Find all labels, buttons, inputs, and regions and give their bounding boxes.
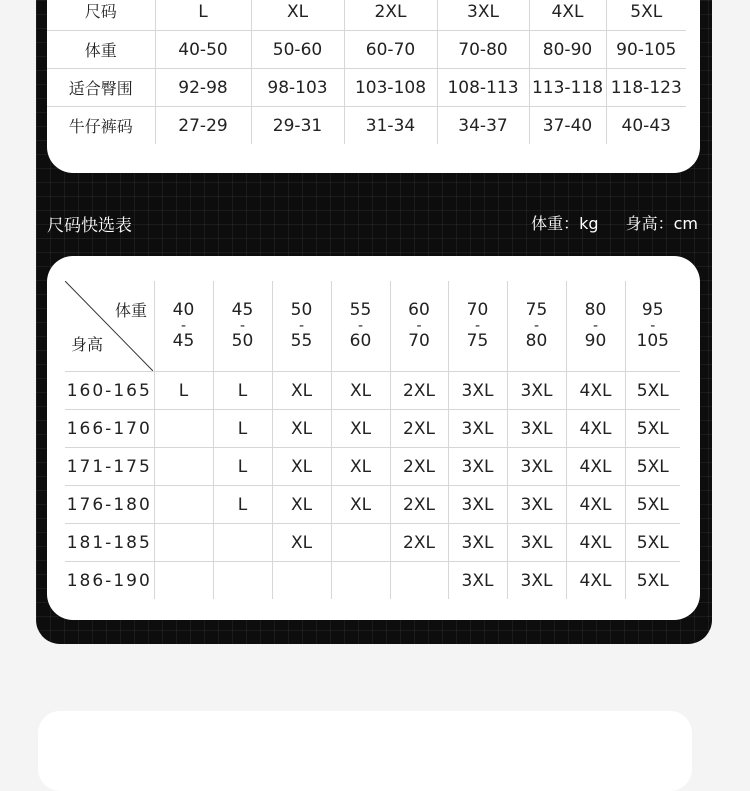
weight-header-row bbox=[65, 281, 680, 372]
size-recommendation-cell: 3XL bbox=[448, 410, 507, 448]
size-recommendation-cell bbox=[213, 524, 272, 562]
weight-max: 70 bbox=[408, 331, 430, 351]
weight-range-header bbox=[154, 281, 213, 372]
size-cell: 113-118 bbox=[529, 69, 606, 107]
size-recommendation-cell: 3XL bbox=[448, 562, 507, 600]
weight-range-header bbox=[566, 281, 625, 372]
size-recommendation-cell: 2XL bbox=[390, 486, 448, 524]
weight-min: 70 bbox=[466, 300, 489, 320]
size-cell: 108-113 bbox=[437, 69, 529, 107]
range-dash: - bbox=[180, 318, 187, 334]
height-row bbox=[65, 372, 680, 410]
size-recommendation-cell: XL bbox=[331, 486, 390, 524]
weight-range-header bbox=[272, 281, 331, 372]
corner-weight-label: 体重 bbox=[114, 301, 147, 320]
size-recommendation-cell: XL bbox=[272, 448, 331, 486]
size-row-label: 适合臀围 bbox=[47, 69, 155, 107]
quick-select-title: 尺码快选表 bbox=[47, 216, 132, 236]
weight-min: 75 bbox=[525, 300, 548, 320]
size-recommendation-cell: 5XL bbox=[636, 570, 669, 591]
weight-max: 60 bbox=[349, 331, 372, 351]
size-recommendation-cell: 4XL bbox=[566, 562, 625, 600]
size-cell: 92-98 bbox=[155, 69, 251, 107]
weight-min: 45 bbox=[231, 300, 254, 320]
size-row-label: 体重 bbox=[47, 31, 155, 69]
size-cell: 80-90 bbox=[529, 31, 606, 69]
size-recommendation-cell: 5XL bbox=[625, 372, 680, 410]
height-range-label: 186-190 bbox=[65, 562, 154, 600]
size-cell: 50-60 bbox=[251, 31, 344, 69]
size-recommendation-cell bbox=[154, 524, 213, 562]
weight-max: 45 bbox=[172, 331, 195, 351]
size-recommendation-cell bbox=[154, 562, 213, 600]
corner-height-label: 身高 bbox=[71, 335, 104, 354]
size-cell: 5XL bbox=[606, 0, 686, 31]
size-recommendation-cell: XL bbox=[272, 372, 331, 410]
size-recommendation-cell bbox=[390, 562, 448, 600]
size-cell: 27-29 bbox=[155, 107, 251, 145]
size-cell: 37-40 bbox=[529, 107, 606, 145]
size-cell: 40-43 bbox=[621, 115, 671, 136]
size-recommendation-cell: 3XL bbox=[448, 486, 507, 524]
size-cell: 3XL bbox=[437, 0, 529, 31]
size-cell: 98-103 bbox=[251, 69, 344, 107]
height-range-label: 171-175 bbox=[65, 448, 154, 486]
size-row-label: 尺码 bbox=[47, 0, 155, 31]
unit-legend bbox=[509, 211, 698, 234]
next-section-card bbox=[38, 711, 692, 791]
quick-select-table bbox=[65, 281, 680, 599]
range-dash: - bbox=[592, 318, 599, 334]
size-cell: 40-50 bbox=[155, 31, 251, 69]
size-recommendation-cell: 3XL bbox=[448, 524, 507, 562]
size-cell: 4XL bbox=[529, 0, 606, 31]
size-recommendation-cell: 3XL bbox=[448, 448, 507, 486]
weight-min: 80 bbox=[584, 300, 607, 320]
size-recommendation-cell: 4XL bbox=[566, 524, 625, 562]
weight-min: 55 bbox=[349, 300, 372, 320]
size-row bbox=[47, 107, 686, 145]
size-recommendation-cell bbox=[154, 410, 213, 448]
size-recommendation-cell bbox=[331, 524, 390, 562]
size-recommendation-cell: 3XL bbox=[507, 372, 566, 410]
size-recommendation-cell: L bbox=[154, 372, 213, 410]
size-cell: L bbox=[155, 0, 251, 31]
height-range-label: 166-170 bbox=[65, 410, 154, 448]
size-recommendation-cell: XL bbox=[272, 524, 331, 562]
size-cell: 118-123 bbox=[606, 69, 686, 107]
weight-max: 90 bbox=[584, 331, 607, 351]
size-cell: 34-37 bbox=[437, 107, 529, 145]
range-dash: - bbox=[298, 318, 305, 334]
size-recommendation-cell: 2XL bbox=[390, 448, 448, 486]
weight-range-header bbox=[390, 281, 448, 372]
size-recommendation-cell: 3XL bbox=[507, 486, 566, 524]
range-dash: - bbox=[357, 318, 364, 334]
size-chart-card bbox=[47, 0, 700, 173]
range-dash: - bbox=[474, 318, 481, 334]
size-cell: 60-70 bbox=[344, 31, 437, 69]
size-cell: XL bbox=[251, 0, 344, 31]
size-row bbox=[47, 31, 686, 69]
height-unit-label: 身高：cm bbox=[625, 214, 698, 233]
height-range-label: 176-180 bbox=[65, 486, 154, 524]
weight-max: 55 bbox=[290, 331, 313, 351]
weight-max: 50 bbox=[231, 331, 254, 351]
height-row bbox=[65, 448, 680, 486]
corner-cell bbox=[65, 281, 154, 372]
size-header-row bbox=[47, 0, 686, 31]
height-range-label: 160-165 bbox=[65, 372, 154, 410]
size-recommendation-cell: 3XL bbox=[507, 448, 566, 486]
size-recommendation-cell: 5XL bbox=[625, 410, 680, 448]
size-recommendation-cell bbox=[154, 448, 213, 486]
size-cell: 103-108 bbox=[344, 69, 437, 107]
size-recommendation-cell: 4XL bbox=[566, 410, 625, 448]
range-dash: - bbox=[650, 318, 656, 334]
diagonal-divider-icon bbox=[65, 281, 153, 371]
size-recommendation-cell: 5XL bbox=[625, 448, 680, 486]
weight-range-header bbox=[507, 281, 566, 372]
size-recommendation-cell bbox=[331, 562, 390, 600]
size-recommendation-cell: XL bbox=[331, 372, 390, 410]
size-recommendation-cell: L bbox=[213, 410, 272, 448]
range-dash: - bbox=[416, 318, 422, 334]
size-recommendation-cell: 3XL bbox=[507, 524, 566, 562]
size-recommendation-cell: 2XL bbox=[390, 372, 448, 410]
weight-range-header bbox=[213, 281, 272, 372]
weight-min: 95 bbox=[641, 300, 664, 320]
size-recommendation-cell: XL bbox=[272, 410, 331, 448]
size-row-label: 牛仔裤码 bbox=[47, 107, 155, 145]
size-recommendation-cell: 2XL bbox=[390, 524, 448, 562]
size-recommendation-cell: 3XL bbox=[507, 410, 566, 448]
weight-min: 40 bbox=[172, 300, 195, 320]
size-recommendation-cell: XL bbox=[331, 410, 390, 448]
weight-unit-label: 体重：kg bbox=[531, 214, 599, 233]
size-table bbox=[47, 0, 686, 144]
size-recommendation-cell bbox=[154, 486, 213, 524]
size-cell: 29-31 bbox=[251, 107, 344, 145]
size-row bbox=[47, 69, 686, 107]
weight-range-header bbox=[625, 281, 680, 372]
weight-min: 60 bbox=[408, 300, 430, 320]
size-cell: 70-80 bbox=[437, 31, 529, 69]
size-recommendation-cell bbox=[213, 562, 272, 600]
weight-range-header bbox=[448, 281, 507, 372]
size-recommendation-cell: XL bbox=[272, 486, 331, 524]
size-cell: 31-34 bbox=[344, 107, 437, 145]
weight-max: 80 bbox=[525, 331, 548, 351]
range-dash: - bbox=[533, 318, 540, 334]
size-recommendation-cell: XL bbox=[331, 448, 390, 486]
size-recommendation-cell: 4XL bbox=[566, 372, 625, 410]
size-recommendation-cell: 2XL bbox=[390, 410, 448, 448]
weight-max: 105 bbox=[636, 331, 669, 351]
size-cell: 2XL bbox=[344, 0, 437, 31]
size-recommendation-cell: L bbox=[213, 448, 272, 486]
quick-select-card bbox=[47, 256, 700, 620]
size-recommendation-cell: 5XL bbox=[625, 524, 680, 562]
range-dash: - bbox=[239, 318, 246, 334]
size-recommendation-cell bbox=[272, 562, 331, 600]
size-recommendation-cell: 3XL bbox=[507, 562, 566, 600]
size-recommendation-cell: 3XL bbox=[448, 372, 507, 410]
height-row bbox=[65, 410, 680, 448]
size-recommendation-cell: L bbox=[213, 486, 272, 524]
height-row bbox=[65, 486, 680, 524]
height-row bbox=[65, 524, 680, 562]
weight-max: 75 bbox=[466, 331, 489, 351]
size-cell: 90-105 bbox=[606, 31, 686, 69]
size-recommendation-cell: 5XL bbox=[625, 486, 680, 524]
height-row bbox=[65, 562, 680, 600]
size-recommendation-cell: L bbox=[213, 372, 272, 410]
height-range-label: 181-185 bbox=[65, 524, 154, 562]
size-recommendation-cell: 4XL bbox=[566, 486, 625, 524]
size-recommendation-cell: 4XL bbox=[566, 448, 625, 486]
weight-min: 50 bbox=[290, 300, 313, 320]
weight-range-header bbox=[331, 281, 390, 372]
